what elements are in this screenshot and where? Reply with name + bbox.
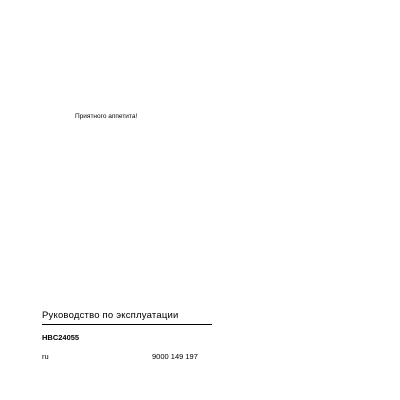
paragraph-5 (75, 80, 335, 89)
model-number: HBC24055 (42, 333, 80, 342)
paragraph-troubleshooting (75, 48, 335, 57)
paragraph-intro (75, 0, 335, 9)
manual-title: Руководство по эксплуатации (42, 310, 212, 325)
instructions-text (75, 0, 335, 128)
paragraph-6 (75, 96, 335, 105)
paragraph-tables (75, 32, 335, 41)
document-number: 9000 149 197 (152, 352, 198, 361)
paragraph-overview (75, 16, 335, 25)
language-code: ru (42, 352, 49, 361)
closing-line: Приятного аппетита! (75, 113, 138, 120)
paragraph-info (75, 64, 335, 73)
